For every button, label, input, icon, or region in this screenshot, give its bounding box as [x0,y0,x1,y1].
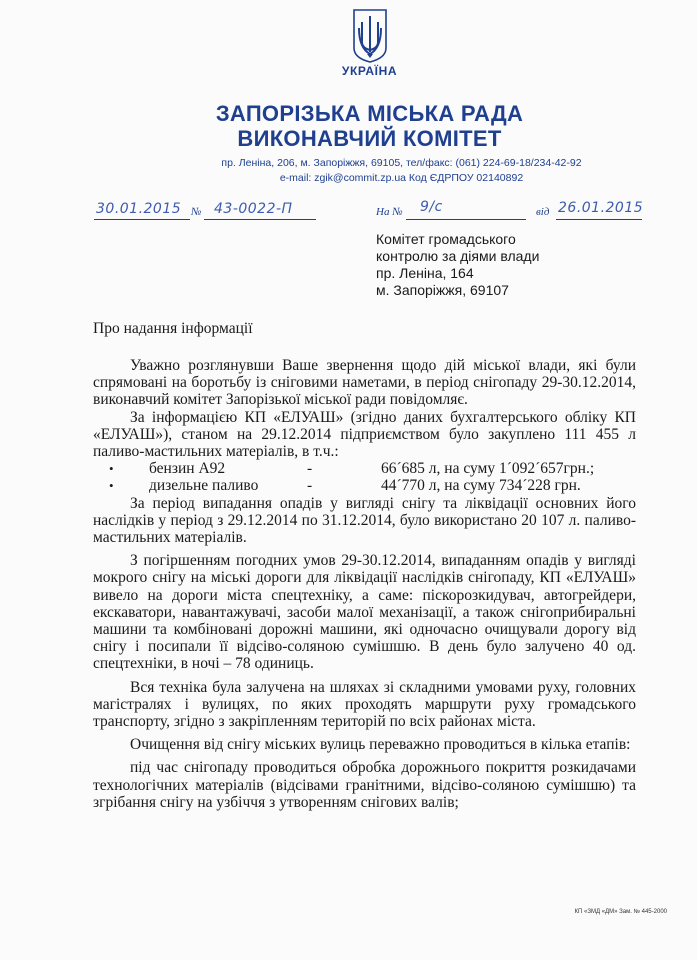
paragraph: З погіршенням погодних умов 29-30.12.2014, випаданням опадів у вигляді мокрого снігу на міські дороги для ліквідації наслідків снігопаду, КП «ЕЛУАШ» вивело на дороги міста спецтехніку, а саме: піскорозкидувач, автогрейдери, екскаватори, навантажувачі, засоби малої механізації, а також снігоприбиральні машини та комбіновані дорожні машини, які одночасно очищували дорогу від снігу і посипали її відсіво-соляною сумішшю. В день було залучено 40 од. спецтехніки, в ночі – 78 одиниць. [93,552,636,673]
organization-address: пр. Леніна, 206, м. Запоріжжя, 69105, тел/факс: (061) 224-69-18/234-42-92 [221,157,582,169]
fuel-value: 66´685 л, на суму 1´092´657грн.; [381,460,595,478]
outgoing-number-label: № [191,206,202,218]
organization-name: ЗАПОРІЗЬКА МІСЬКА РАДА [215,101,524,126]
outgoing-date-underline [94,219,190,220]
trident-emblem-icon [351,8,389,64]
outgoing-number: 43-0022-П [214,201,293,217]
recipient-line: пр. Леніна, 164 [376,265,474,281]
fuel-dash: - [307,477,313,495]
print-footer: КП «ЗМД «ДМ» Зам. № 445-2000 [574,909,667,915]
fuel-dash: - [307,460,313,478]
fuel-name: дизельне паливо [149,477,259,495]
incoming-date: 26.01.2015 [558,200,644,216]
recipient-line: контролю за діями влади [376,248,540,264]
outgoing-number-underline [204,219,316,220]
bullet: • [109,461,114,477]
organization-contacts: e-mail: zgik@commit.zp.ua Код ЄДРПОУ 02140892 [279,172,524,184]
paragraph: Уважно розглянувши Ваше звернення щодо дій міської влади, які були спрямовані на боротьбу із сніговими наметами, в період снігопаду 29-30.12.2014, виконавчий комітет Запорізької міської ради повідомляє. [93,357,636,409]
outgoing-date: 30.01.2015 [96,201,182,217]
paragraph: Очищення від снігу міських вулиць переважно проводиться в кілька етапів: [130,736,631,754]
paragraph: Вся техніка була залучена на шляхах зі складними умовами руху, головних магістралях і вулицях, по яких проходять маршрути руху громадського транспорту, згідно з закріпленням територій по всіх районах міста. [93,678,636,731]
bullet: • [109,478,114,494]
paragraph: За інформацією КП «ЕЛУАШ» (згідно даних бухгалтерського обліку КП «ЕЛУАШ»), станом на 29.12.2014 підприємством було закуплено 111 455 л паливо-мастильних матеріалів, в т.ч.: [93,408,636,461]
incoming-number-underline [406,219,526,220]
letter-body [93,357,636,811]
fuel-value: 44´770 л, на суму 734´228 грн. [381,477,581,495]
organization-subtitle: ВИКОНАВЧИЙ КОМІТЕТ [237,126,502,151]
recipient-block [376,231,539,299]
fuel-item [93,460,636,477]
recipient-line: м. Запоріжжя, 69107 [376,282,509,298]
incoming-date-label: від [536,206,550,218]
incoming-number: 9/с [420,199,443,215]
fuel-name: бензин А92 [149,460,226,478]
country-name: УКРАЇНА [341,64,398,78]
fuel-item [93,477,636,494]
paragraph: під час снігопаду проводиться обробка дорожнього покриття розкидачами технологічних матеріалів (відсівами гранітними, відсіво-соляною сумішшю) та згрібання снігу на узбіччя з утворенням снігових валів; [93,759,636,811]
incoming-number-label: На № [376,206,403,218]
incoming-date-underline [556,219,642,220]
letter-subject: Про надання інформації [93,320,253,337]
recipient-line: Комітет громадського [376,231,516,247]
paragraph: За період випадання опадів у вигляді снігу та ліквідації основних його наслідків у період з 29.12.2014 по 31.12.2014, було використано 20 107 л. паливо-мастильних матеріалів. [93,494,636,547]
